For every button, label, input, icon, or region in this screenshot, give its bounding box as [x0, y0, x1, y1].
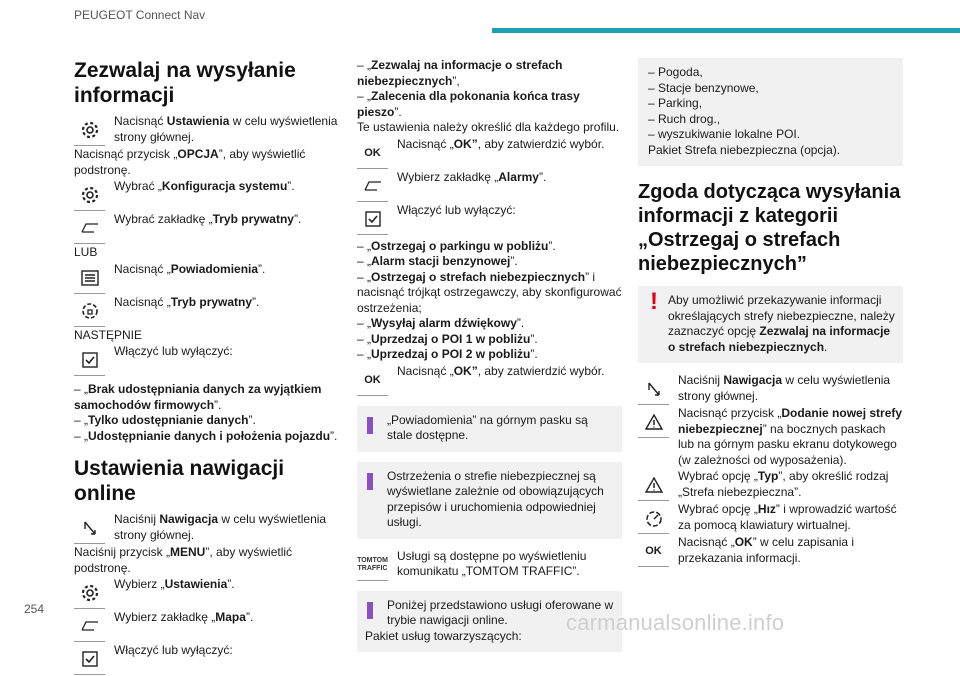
- warning-triangle-icon: [638, 407, 669, 438]
- info-note-services: Poniżej przedstawiono usługi oferowane w trybie nawigacji online. Pakiet usług towarzyszących:: [357, 591, 622, 653]
- step-map-tab: Wybierz zakładkę „Mapa”.: [74, 610, 339, 642]
- step-toggle-2: Włączyć lub wyłączyć:: [74, 643, 339, 675]
- section-title-consent: Zgoda dotycząca wysyłania informacji z kategorii „Ostrzegaj o strefach niebezpiecznych”: [638, 181, 901, 275]
- column-1: [74, 58, 339, 676]
- step-private-tab: Wybrać zakładkę „Tryb prywatny”.: [74, 212, 339, 244]
- info-icon: [367, 599, 373, 619]
- step-alarms-tab: Wybierz zakładkę „Alarmy”.: [357, 170, 622, 202]
- label-then: NASTĘPNIE: [74, 327, 143, 342]
- info-note-danger-zone: Ostrzeżenia o strefie niebezpiecznej są wyświetlane zależnie od obowiązujących przepisów i uruchomienia odpowiedniej usługi.: [357, 462, 622, 539]
- checkbox-icon: [74, 644, 105, 675]
- step-navigation: Naciśnij Nawigacja w celu wyświetlenia strony głównej.: [74, 512, 339, 544]
- info-note-notifications: „Powiadomienia” na górnym pasku są stale dostępne.: [357, 406, 622, 452]
- ok-icon: OK: [357, 138, 388, 169]
- option-fuel: – „Alarm stacji benzynowej”.: [357, 254, 518, 268]
- option-parking: – „Ostrzegaj o parkingu w pobliżu”.: [357, 238, 556, 253]
- warning-icon: !: [650, 288, 658, 315]
- info-icon: [367, 414, 373, 434]
- list-item: – Ruch drog.,: [648, 111, 721, 126]
- para-profile: Te ustawienia należy określić dla każdego profilu.: [357, 120, 620, 134]
- step-tomtom: TOMTOM TRAFFIC Usługi są dostępne po wyświetleniu komunikatu „TOMTOM TRAFFIC”.: [357, 549, 622, 581]
- page-number: 254: [24, 602, 45, 616]
- para-options: Nacisnąć przycisk „OPCJA”, aby wyświetlić podstronę.: [74, 147, 306, 177]
- tab-icon: [357, 171, 388, 202]
- tab-icon: [74, 213, 105, 244]
- option-no-sharing: – „Brak udostępniania danych za wyjątkiem samochodów firmowych”.: [74, 382, 322, 412]
- list-item: – Pogoda,: [648, 65, 703, 79]
- navigation-icon: [74, 513, 105, 544]
- step-add-danger-zone: Nacisnąć przycisk „Dodanie nowej strefy niebezpiecznej” na bocznych paskach lub na górnym pasku ekranu dotykowego (w zależności od wyposażenia).: [638, 406, 903, 468]
- gear-icon: [74, 115, 105, 146]
- option-poi1: – „Uprzedzaj o POI 1 w pobliżu”.: [357, 331, 538, 346]
- option-poi2: – „Uprzedzaj o POI 2 w pobliżu”.: [357, 347, 538, 361]
- running-header: PEUGEOT Connect Nav: [74, 8, 206, 22]
- warning-triangle-icon: [638, 470, 669, 501]
- watermark: carmanualsonline.info: [566, 610, 785, 635]
- label-or: LUB: [74, 245, 98, 259]
- services-list-box: [638, 58, 903, 166]
- checkbox-icon: [74, 345, 105, 376]
- step-settings-2: Wybierz „Ustawienia”.: [74, 577, 339, 609]
- privacy-icon: [74, 296, 105, 327]
- option-danger-zones: – „Zezwalaj na informacje o strefach niebezpiecznych”,: [357, 58, 563, 88]
- section-title-online-nav: Ustawienia nawigacji online: [74, 457, 285, 505]
- step-toggle-1: Włączyć lub wyłączyć:: [74, 344, 339, 376]
- step-system-config: Wybrać „Konfiguracja systemu”.: [74, 179, 339, 211]
- tab-icon: [74, 611, 105, 642]
- warning-note: ! Aby umożliwić przekazywanie informacji określających strefy niebezpieczne, należy zaznaczyć opcję Zezwalaj na informacje o strefach niebezpiecznych.: [638, 286, 903, 363]
- step-ok-2: OK Nacisnąć „OK”, aby zatwierdzić wybór.: [357, 364, 622, 396]
- list-item: – Stacje benzynowe,: [648, 80, 759, 95]
- option-sound: – „Wysyłaj alarm dźwiękowy”.: [357, 316, 525, 330]
- ok-icon: OK: [638, 536, 669, 567]
- list-item: – Parking,: [648, 96, 703, 110]
- header-accent-bar: [492, 28, 960, 33]
- option-data-only: – „Tylko udostępnianie danych”.: [74, 413, 256, 427]
- option-walk-end: – „Zalecenia dla pokonania końca trasy pieszo”.: [357, 89, 580, 119]
- gear-icon: [74, 180, 105, 211]
- step-toggle-3: Włączyć lub wyłączyć:: [357, 203, 622, 235]
- list-item: – wyszukiwanie lokalne POI.: [648, 127, 801, 141]
- step-navigation-2: Naciśnij Nawigacja w celu wyświetlenia strony głównej.: [638, 373, 903, 405]
- step-notifications: Nacisnąć „Powiadomienia”.: [74, 262, 339, 294]
- step-settings: Nacisnąć Ustawienia w celu wyświetlenia strony głównej.: [74, 114, 339, 146]
- checkbox-icon: [357, 204, 388, 235]
- step-ok-3: OK Nacisnąć „OK” w celu zapisania i przekazania informacji.: [638, 535, 903, 567]
- notifications-icon: [74, 263, 105, 294]
- column-3: [638, 58, 903, 568]
- tomtom-traffic-icon: TOMTOM TRAFFIC: [357, 550, 388, 581]
- ok-icon: OK: [357, 365, 388, 396]
- info-icon: [367, 470, 373, 490]
- danger-pack: Pakiet Strefa niebezpieczna (opcja).: [648, 142, 841, 157]
- step-private-mode: Nacisnąć „Tryb prywatny”.: [74, 295, 339, 327]
- para-menu: Naciśnij przycisk „MENU”, aby wyświetlić podstronę.: [74, 545, 293, 575]
- navigation-icon: [638, 374, 669, 405]
- step-ok-1: OK Nacisnąć „OK”, aby zatwierdzić wybór.: [357, 137, 622, 169]
- column-2: [357, 58, 622, 662]
- option-danger-warn: – „Ostrzegaj o strefach niebezpiecznych” i nacisnąć trójkąt ostrzegawczy, aby skonfigurować ostrzeżenia;: [357, 269, 622, 315]
- speedometer-icon: [638, 503, 669, 534]
- step-speed: Wybrać opcję „Hız” i wprowadzić wartość za pomocą klawiatury wirtualnej.: [638, 502, 903, 534]
- option-data-location: – „Udostępnianie danych i położenia pojazdu”.: [74, 428, 338, 443]
- step-type: Wybrać opcję „Typ”, aby określić rodzaj „Strefa niebezpieczna”.: [638, 469, 903, 501]
- gear-icon: [74, 578, 105, 609]
- section-title-send-info: Zezwalaj na wysyłanie informacji: [74, 59, 296, 107]
